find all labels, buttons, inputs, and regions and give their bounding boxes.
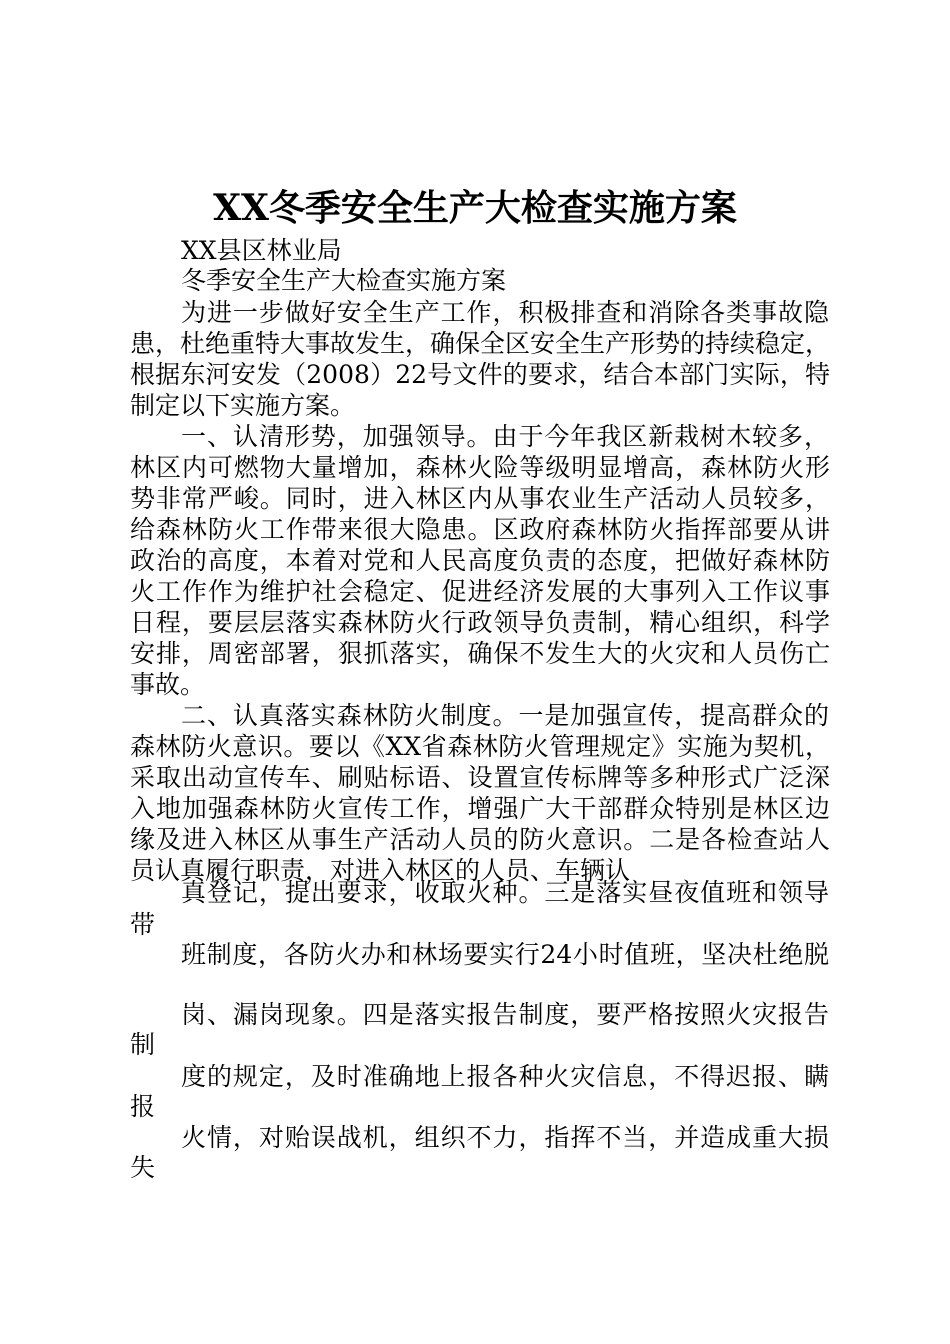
subtitle-line: 冬季安全生产大检查实施方案 (181, 266, 507, 295)
text-line: 员认真履行职责，对进入林区的人员、车辆认 (130, 856, 631, 885)
text-line: 带 (130, 910, 156, 939)
text-line: 二、认真落实森林防火制度。一是加强宣传，提高群众的 (181, 701, 829, 730)
text-line: 火工作作为维护社会稳定、促进经济发展的大事列入工作议事 (130, 577, 830, 606)
text-line: 度的规定，及时准确地上报各种火灾信息，不得迟报、瞒 (181, 1062, 829, 1091)
text-line: 事故。 (130, 670, 206, 699)
text-line: 火情，对贻误战机，组织不力，指挥不当，并造成重大损 (181, 1123, 829, 1152)
text-line: 森林防火意识。要以《XX省森林防火管理规定》实施为契机， (130, 732, 830, 761)
text-line: 根据东河安发（2008）22号文件的要求，结合本部门实际，特 (130, 360, 830, 389)
text-line: 缘及进入林区从事生产活动人员的防火意识。二是各检查站人 (130, 825, 830, 854)
text-line: 报 (130, 1092, 156, 1121)
text-line: 制 (130, 1030, 156, 1059)
text-line: 日程，要层层落实森林防火行政领导负责制，精心组织，科学 (130, 608, 830, 637)
text-line: 为进一步做好安全生产工作，积极排查和消除各类事故隐 (181, 298, 829, 327)
text-line: 给森林防火工作带来很大隐患。区政府森林防火指挥部要从讲 (130, 515, 830, 544)
text-line: 政治的高度，本着对党和人民高度负责的态度，把做好森林防 (130, 546, 830, 575)
author-line: XX县区林业局 (181, 236, 342, 265)
text-line: 林区内可燃物大量增加，森林火险等级明显增高，森林防火形 (130, 453, 830, 482)
text-line: 失 (130, 1153, 156, 1182)
document-title: XX冬季安全生产大检查实施方案 (213, 187, 737, 229)
text-line: 入地加强森林防火宣传工作，增强广大干部群众特别是林区边 (130, 794, 830, 823)
text-line: 岗、漏岗现象。四是落实报告制度，要严格按照火灾报告 (181, 1000, 829, 1029)
text-line: 班制度，各防火办和林场要实行24小时值班，坚决杜绝脱 (181, 940, 829, 969)
text-line: 患，杜绝重特大事故发生，确保全区安全生产形势的持续稳定， (130, 329, 831, 358)
text-line: 真登记，提出要求，收取火种。三是落实昼夜值班和领导 (181, 878, 829, 907)
text-line: 采取出动宣传车、刷贴标语、设置宣传标牌等多种形式广泛深 (130, 763, 830, 792)
text-line: 势非常严峻。同时，进入林区内从事农业生产活动人员较多， (130, 484, 830, 513)
text-line: 一、认清形势，加强领导。由于今年我区新栽树木较多， (181, 422, 829, 451)
text-line: 安排，周密部署，狠抓落实，确保不发生大的火灾和人员伤亡 (130, 639, 830, 668)
text-line: 制定以下实施方案。 (130, 391, 356, 420)
